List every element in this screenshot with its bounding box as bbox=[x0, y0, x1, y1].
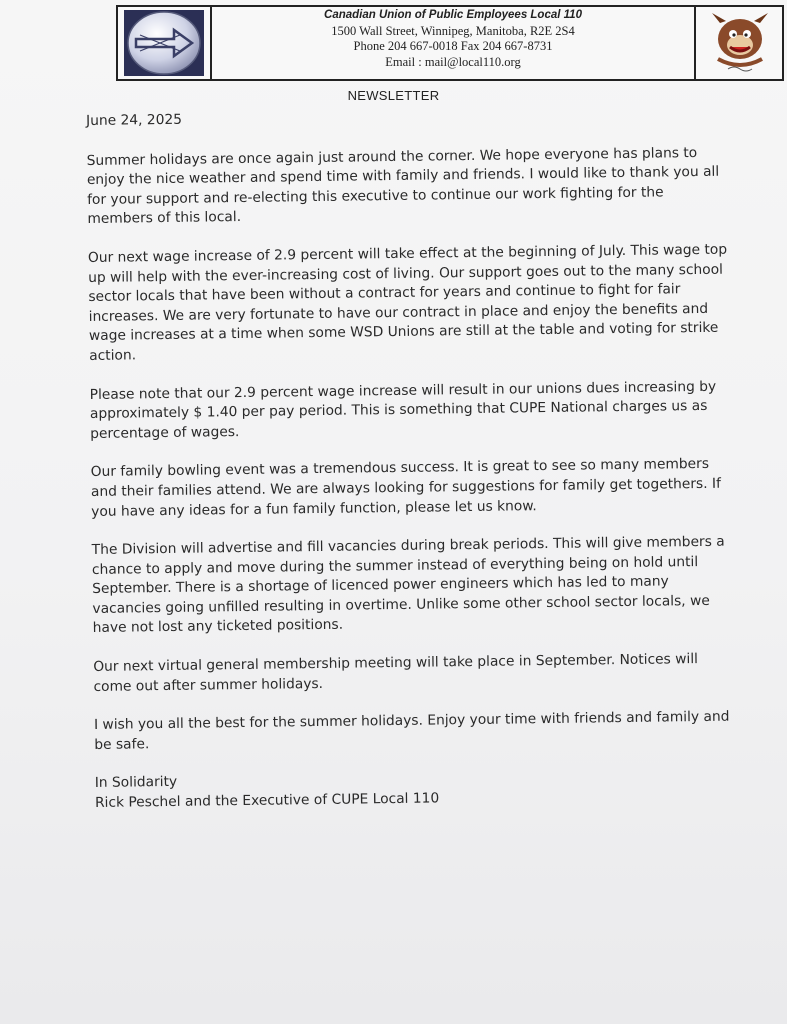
closing: In Solidarity bbox=[94, 774, 178, 792]
org-email: Email : mail@local110.org bbox=[385, 54, 521, 69]
tasmanian-devil-mascot-icon bbox=[700, 9, 778, 77]
paragraph-bowling: Our family bowling event was a tremendous success. It is great to see so many members and their families attend. We are always looking for suggestions for family get togethers. If you have any ideas for a fun family function, please let us know. bbox=[90, 456, 721, 520]
paragraph-wage-increase: Our next wage increase of 2.9 percent will take effect at the beginning of July. This wage top up will help with the ever-increasing cost of living. Our support goes out to the many school sector locals that have been without a contract for years and continue to fight for fair increases. We are very fortunate to have our contract in place and enjoy the benefits and wage increases at a time when some WSD Unions are still at the table and voting for strike action. bbox=[87, 241, 728, 364]
union-arrow-logo-icon bbox=[122, 8, 206, 78]
org-name: Canadian Union of Public Employees Local 110 bbox=[324, 9, 582, 21]
paragraph-wishes: I wish you all the best for the summer holidays. Enjoy your time with friends and family and be safe. bbox=[93, 708, 730, 753]
newsletter-title: NEWSLETTER bbox=[347, 88, 440, 103]
union-logo bbox=[118, 7, 212, 79]
paragraph-vacancies: The Division will advertise and fill vacancies during break periods. This will give members a chance to apply and move during the summer instead of everything being on hold until September. There is a shortage of licenced power engineers which has led to many vacancies going unfilled resulting in overtime. Unlike some other school sector locals, we have not lost any ticketed positions. bbox=[91, 533, 725, 637]
org-address: 1500 Wall Street, Winnipeg, Manitoba, R2E 2S4 bbox=[331, 23, 575, 38]
mascot bbox=[696, 7, 782, 79]
newsletter-body bbox=[86, 104, 735, 814]
paragraph-intro: Summer holidays are once again just around the corner. We hope everyone has plans to enjoy the nice weather and spend time with family and friends. I would like to thank you all for your support and re-electing this executive to continue our work fighting for the members of this local. bbox=[86, 144, 720, 228]
paragraph-dues: Please note that our 2.9 percent wage increase will result in our unions dues increasing by approximately $ 1.40 per pay period. This is something that CUPE National charges us as percentage of wages. bbox=[89, 378, 717, 442]
org-phone-fax: Phone 204 667-0018 Fax 204 667-8731 bbox=[353, 39, 553, 53]
letterhead-contact bbox=[212, 7, 696, 79]
signature: Rick Peschel and the Executive of CUPE Local 110 bbox=[94, 790, 440, 811]
newsletter-date: June 24, 2025 bbox=[86, 111, 183, 129]
paragraph-meeting: Our next virtual general membership meeting will take place in September. Notices will come out after summer holidays. bbox=[93, 651, 699, 695]
letterhead bbox=[116, 5, 784, 81]
